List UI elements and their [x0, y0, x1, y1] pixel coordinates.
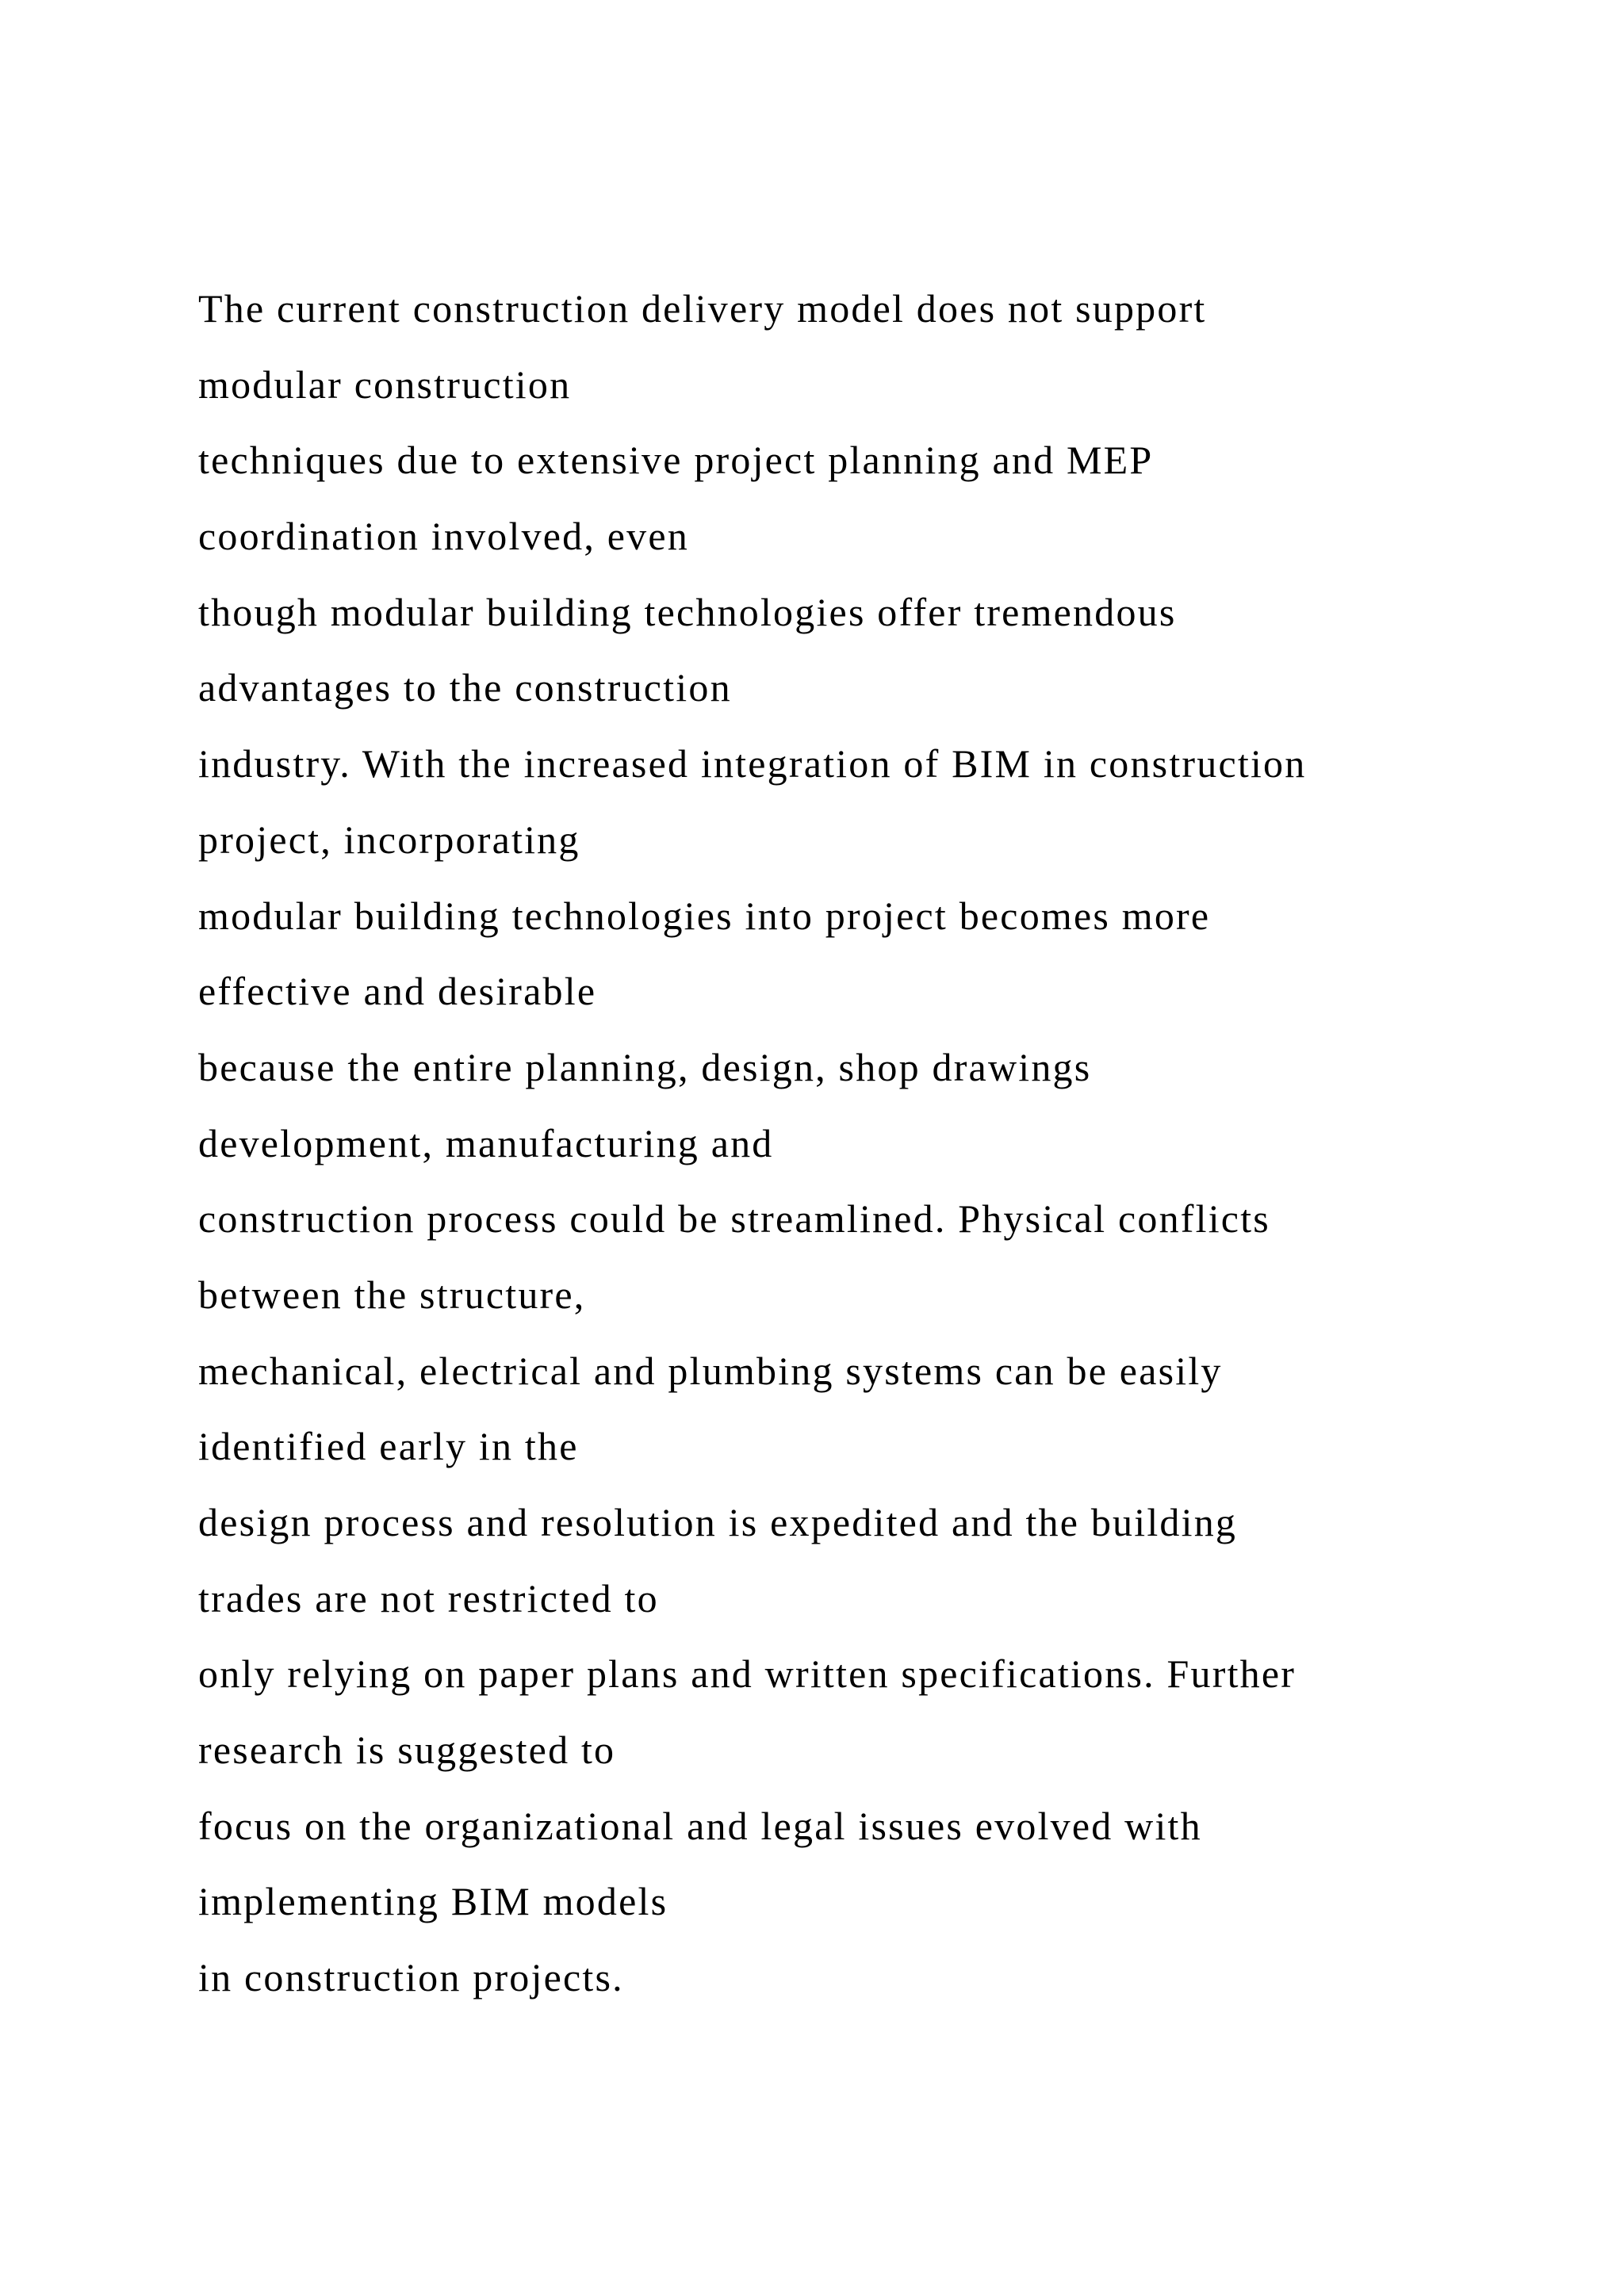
text-line: industry. With the increased integration of BIM in construction [198, 741, 1307, 786]
text-line: research is suggested to [198, 1728, 616, 1773]
text-line: The current construction delivery model does not support [198, 286, 1207, 331]
text-line: only relying on paper plans and written specifications. Further [198, 1651, 1297, 1697]
text-line: design process and resolution is expedited and the building [198, 1500, 1238, 1544]
text-line: because the entire planning, design, shop drawings [198, 1044, 1092, 1089]
text-line: modular building technologies into project becomes more [198, 893, 1211, 938]
text-line: focus on the organizational and legal issues evolved with [198, 1803, 1202, 1848]
text-line: advantages to the construction [198, 665, 732, 710]
text-line: identified early in the [198, 1424, 579, 1469]
text-line: effective and desirable [198, 969, 597, 1014]
body-text [198, 271, 1546, 2016]
text-line: construction process could be streamlined. Physical conflicts [198, 1196, 1270, 1242]
text-line: trades are not restricted to [198, 1575, 659, 1621]
text-line: modular construction [198, 362, 572, 407]
text-line: though modular building technologies offer tremendous [198, 589, 1177, 634]
text-line: coordination involved, even [198, 514, 689, 559]
text-line: in construction projects. [198, 1955, 624, 2000]
text-line: development, manufacturing and [198, 1120, 774, 1165]
text-line: project, incorporating [198, 817, 580, 862]
text-line: techniques due to extensive project planning and MEP [198, 438, 1154, 483]
text-line: implementing BIM models [198, 1879, 668, 1924]
text-line: between the structure, [198, 1272, 586, 1317]
text-line: mechanical, electrical and plumbing systems can be easily [198, 1348, 1223, 1393]
